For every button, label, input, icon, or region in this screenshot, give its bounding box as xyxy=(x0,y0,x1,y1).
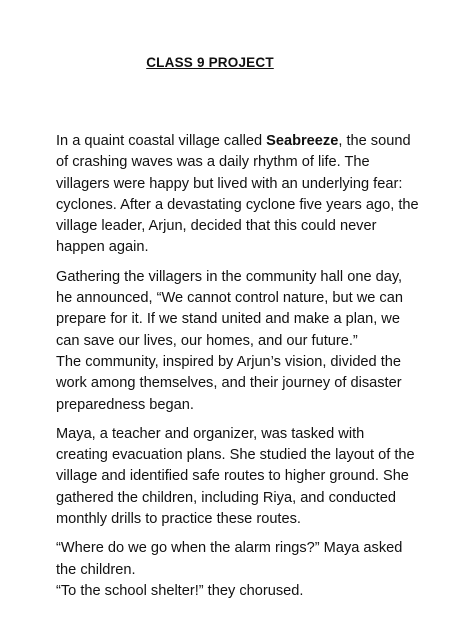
text-segment: he announced, “We cannot control nature, but we can xyxy=(56,290,403,307)
text-line xyxy=(56,509,426,530)
text-line xyxy=(56,373,426,394)
page-title: CLASS 9 PROJECT xyxy=(146,55,274,70)
text-segment: the children. xyxy=(56,561,136,578)
document-body xyxy=(56,131,426,610)
text-segment: creating evacuation plans. She studied the layout of the xyxy=(56,447,415,464)
text-line xyxy=(56,352,426,373)
text-segment: Gathering the villagers in the community hall one day, xyxy=(56,268,403,285)
text-line xyxy=(56,538,426,559)
bold-text: Seabreeze xyxy=(266,133,339,149)
text-line xyxy=(56,424,426,445)
text-segment: Maya, a teacher and organizer, was tasked with xyxy=(56,425,365,442)
paragraph xyxy=(56,424,426,530)
text-line xyxy=(56,309,426,330)
text-segment: village and identified safe routes to higher ground. She xyxy=(56,468,409,485)
text-line xyxy=(56,267,426,288)
text-line xyxy=(56,581,426,602)
text-line xyxy=(56,395,426,416)
text-segment: , the sound xyxy=(338,133,411,149)
text-line xyxy=(56,195,426,216)
text-line xyxy=(56,488,426,509)
text-line xyxy=(56,466,426,487)
text-line xyxy=(56,288,426,309)
text-segment: village leader, Arjun, decided that this could never xyxy=(56,218,377,235)
text-line xyxy=(56,237,426,258)
paragraph xyxy=(56,131,426,259)
text-segment: cyclones. After a devastating cyclone five years ago, the xyxy=(56,196,419,213)
text-segment: prepare for it. If we stand united and make a plan, we xyxy=(56,311,400,328)
text-line xyxy=(56,331,426,352)
text-line xyxy=(56,445,426,466)
text-line xyxy=(56,152,426,173)
paragraph xyxy=(56,538,426,602)
text-line xyxy=(56,131,426,152)
text-line xyxy=(56,560,426,581)
text-segment: “Where do we go when the alarm rings?” Maya asked xyxy=(56,540,403,557)
text-segment: In a quaint coastal village called xyxy=(56,133,267,149)
text-segment: monthly drills to practice these routes. xyxy=(56,511,301,528)
text-segment: “To the school shelter!” they chorused. xyxy=(56,582,304,599)
text-segment: work among themselves, and their journey of disaster xyxy=(56,375,402,392)
text-segment: of crashing waves was a daily rhythm of life. The xyxy=(56,154,370,171)
text-line xyxy=(56,174,426,195)
text-segment: gathered the children, including Riya, and conducted xyxy=(56,489,396,506)
paragraph xyxy=(56,267,426,416)
text-segment: preparedness began. xyxy=(56,396,194,413)
text-segment: The community, inspired by Arjun’s vision, divided the xyxy=(56,353,402,370)
text-segment: villagers were happy but lived with an underlying fear: xyxy=(56,175,403,192)
text-segment: can save our lives, our homes, and our future.” xyxy=(56,332,358,349)
text-line xyxy=(56,216,426,237)
text-segment: happen again. xyxy=(56,239,149,256)
